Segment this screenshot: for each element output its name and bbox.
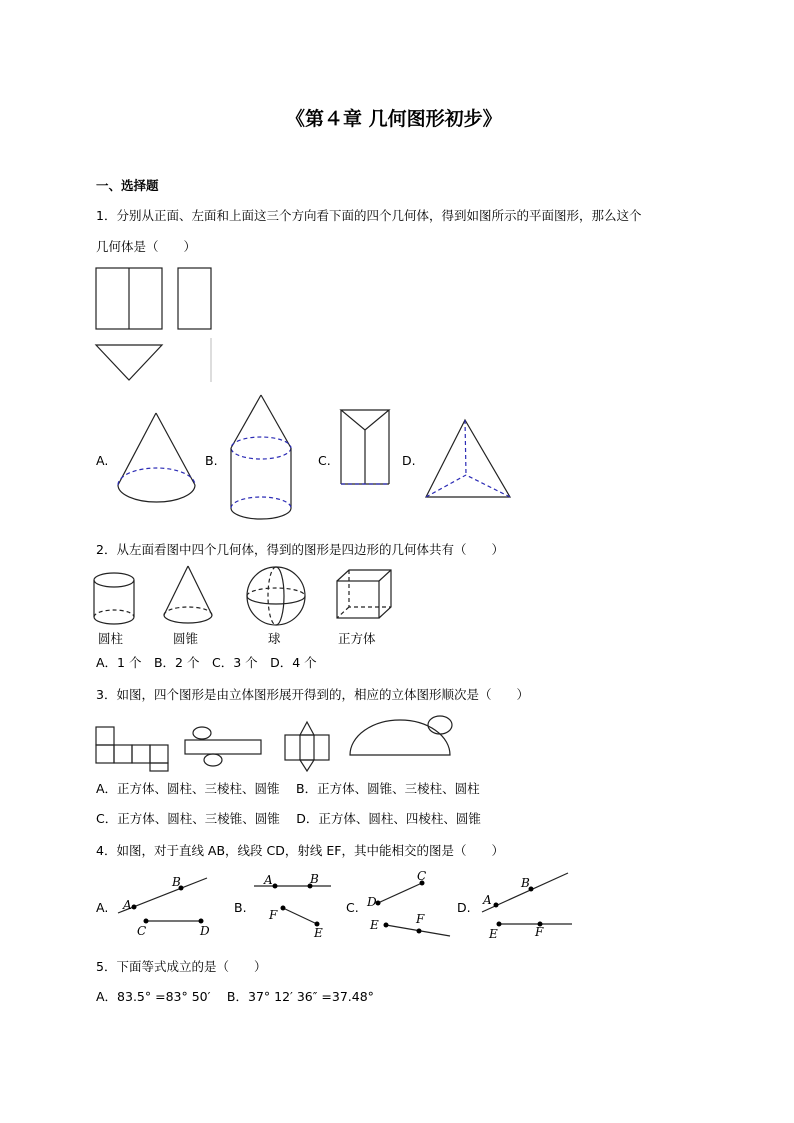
q4b-point-a: A (264, 873, 273, 887)
q4d-point-f: F (535, 925, 544, 939)
page-title: 《第４章 几何图形初步》 (286, 108, 502, 130)
q4a-point-b: B (172, 875, 181, 889)
question-2-answers: A．1 个 B．2 个 C．3 个 D．4 个 (96, 655, 317, 670)
q4d-point-e: E (489, 927, 498, 941)
q4-figure-c (376, 881, 451, 937)
question-5-answers: A．83.5° =83° 50′ B．37° 12′ 36″ =37.48° (96, 989, 374, 1004)
question-3-text: 3．如图，四个图形是由立体图形展开得到的，相应的立体图形顺次是（ ） (96, 687, 529, 702)
q4c-point-c: C (417, 869, 427, 883)
q1-option-a-label: A. (96, 453, 109, 468)
shape-label-cube: 正方体 (338, 631, 376, 646)
q4b-point-b: B (310, 872, 319, 886)
q1-option-c-label: C. (318, 453, 331, 468)
q4b-point-e: E (314, 926, 323, 940)
q4a-point-a: A (123, 898, 132, 912)
section-heading: 一、选择题 (96, 178, 159, 193)
q4-option-b-label: B. (234, 900, 247, 915)
q4-option-c-label: C. (346, 900, 359, 915)
shape-label-cylinder: 圆柱 (98, 631, 124, 646)
q4c-point-d: D (367, 895, 377, 909)
q4d-point-a: A (483, 893, 492, 907)
q4c-point-e: E (370, 918, 379, 932)
q4b-point-f: F (269, 908, 278, 922)
question-1-text-cont: 几何体是（ ） (96, 239, 197, 254)
q4a-point-d: D (200, 924, 210, 938)
q1-option-b-label: B. (205, 453, 218, 468)
q4a-point-c: C (137, 924, 147, 938)
q1-option-d-label: D. (402, 453, 416, 468)
q4c-point-f: F (416, 912, 425, 926)
q4-option-a-label: A. (96, 900, 109, 915)
question-2-text: 2．从左面看图中四个几何体，得到的图形是四边形的几何体共有（ ） (96, 542, 504, 557)
question-3-options-ab: A．正方体、圆柱、三棱柱、圆锥 B．正方体、圆锥、三棱柱、圆柱 (96, 781, 480, 796)
shape-label-sphere: 球 (268, 631, 281, 646)
q4-option-d-label: D. (457, 900, 471, 915)
question-1-text: 1．分别从正面、左面和上面这三个方向看下面的四个几何体，得到如图所示的平面图形，那么这个 (96, 208, 642, 223)
q4d-point-b: B (521, 876, 530, 890)
question-4-text: 4．如图，对于直线 AB，线段 CD，射线 EF，其中能相交的图是（ ） (96, 843, 504, 858)
shape-label-cone: 圆锥 (173, 631, 199, 646)
q4-figure-b (254, 884, 331, 927)
question-3-options-cd: C．正方体、圆柱、三棱锥、圆锥 D．正方体、圆柱、四棱柱、圆锥 (96, 811, 481, 826)
question-5-text: 5．下面等式成立的是（ ） (96, 959, 267, 974)
